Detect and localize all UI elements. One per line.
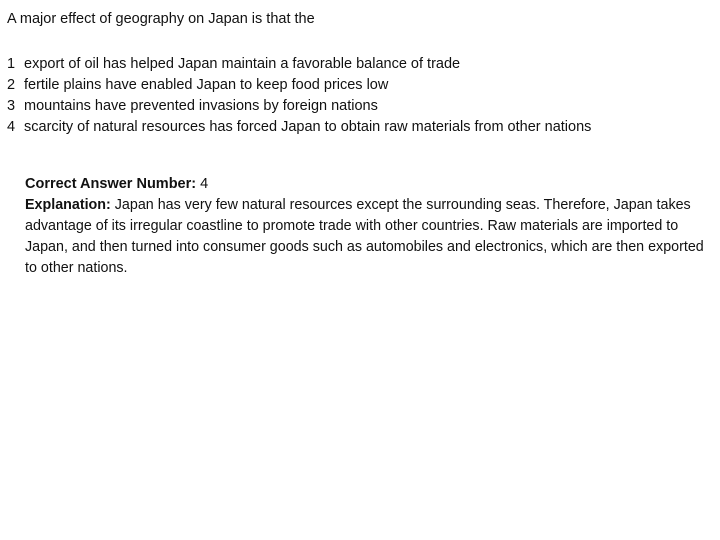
explanation-paragraph [25,195,707,279]
correct-answer-label: Correct Answer Number: [25,176,197,192]
choice-text: mountains have prevented invasions by foreign nations [24,98,378,114]
choice-item [7,96,591,117]
answer-explanation-block [25,174,707,279]
choice-number: 2 [7,77,16,93]
explanation-label: Explanation: [25,197,111,213]
choice-item [7,117,591,138]
choice-text: scarcity of natural resources has forced Japan to obtain raw materials from other nations [24,119,592,135]
choice-number: 3 [7,98,16,114]
choice-number: 4 [7,119,16,135]
choice-number: 1 [7,56,16,72]
choice-text: export of oil has helped Japan maintain a favorable balance of trade [24,56,461,72]
choice-item [7,54,591,75]
choice-text: fertile plains have enabled Japan to keep food prices low [24,77,389,93]
correct-answer-line [25,174,707,195]
explanation-text: Japan has very few natural resources except the surrounding seas. Therefore, Japan takes advantage of its irregular coastline to promote trade with other countries. Raw materials are imported to Japan, and then turned into consumer goods such as automobiles and electronics, which are then exported to other nations. [25,197,704,276]
choice-item [7,75,591,96]
answer-choices-list [7,54,591,138]
question-text: A major effect of geography on Japan is that the [7,11,315,27]
correct-answer-value: 4 [200,176,209,192]
